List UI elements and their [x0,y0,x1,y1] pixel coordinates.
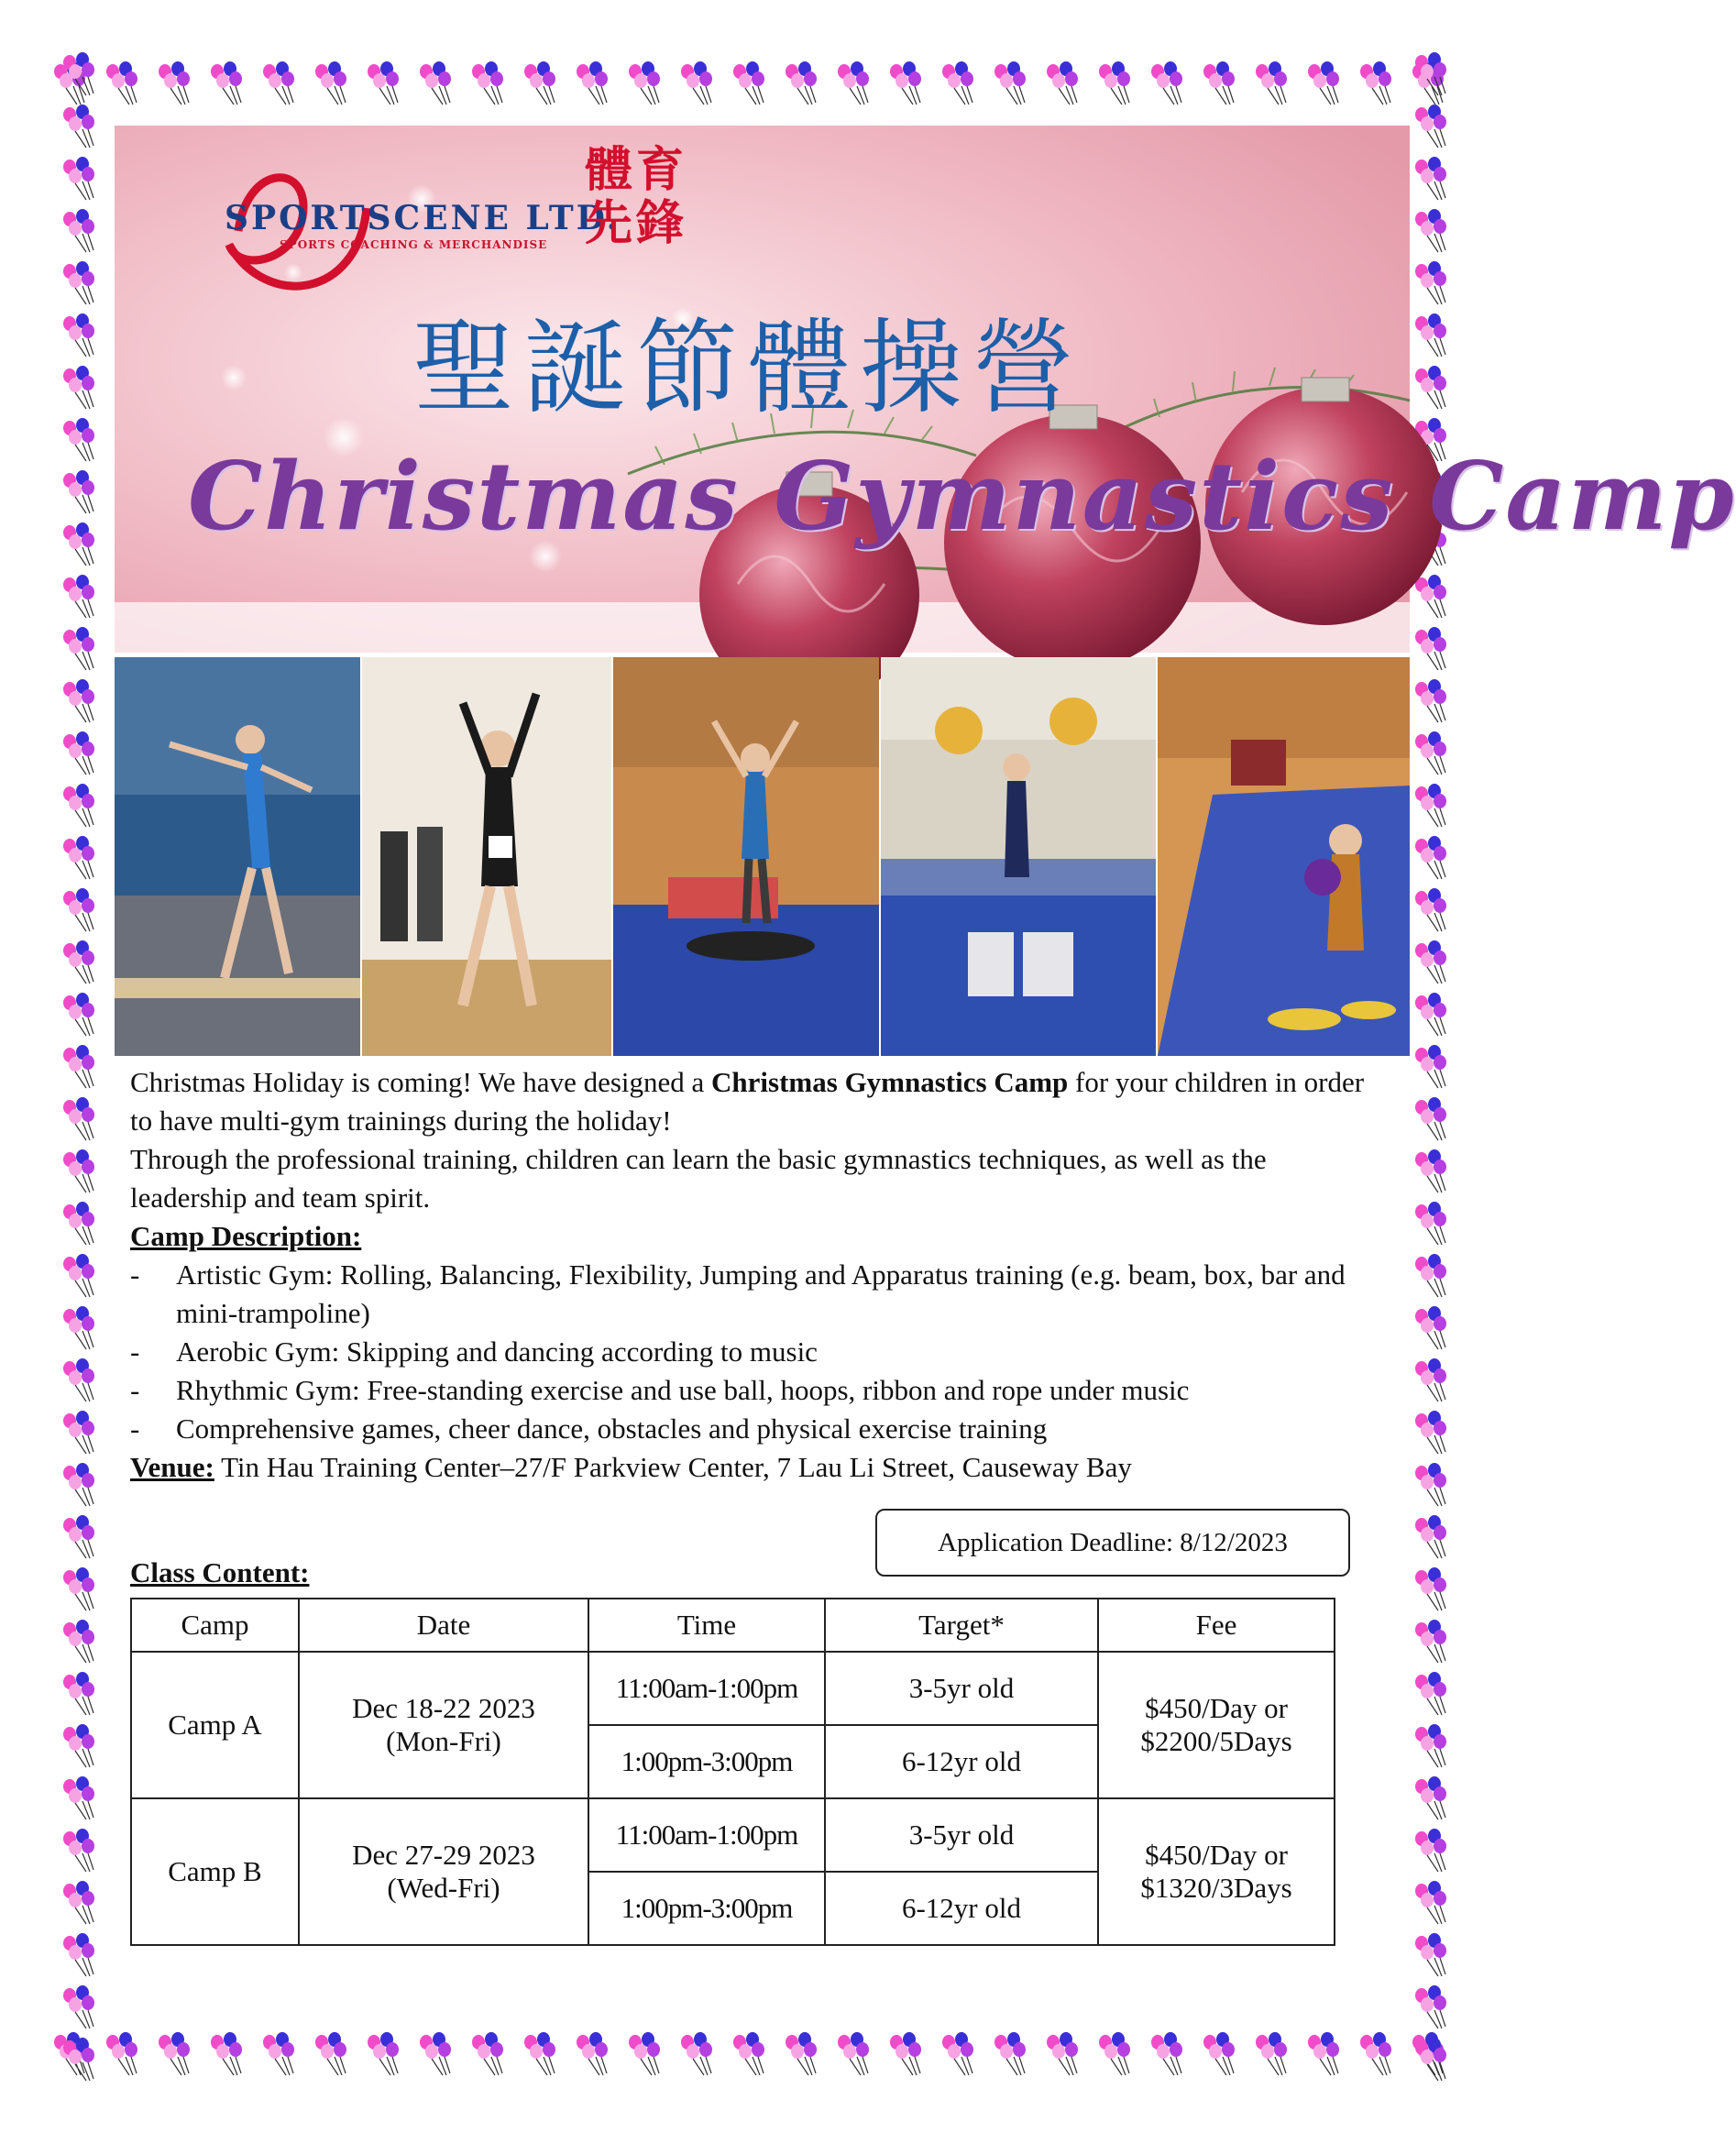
time-cell: 11:00am-1:00pm [588,1652,825,1725]
balloon-icon [1415,52,1446,95]
balloon-icon [890,2032,921,2075]
balloon-icon [63,679,94,722]
balloon-icon [1099,61,1130,104]
balloon-icon [890,61,921,104]
list-item: - Aerobic Gym: Skipping and dancing according to music [130,1335,818,1368]
balloon-icon [1415,366,1446,409]
balloon-icon [1415,731,1446,775]
balloon-icon [63,104,94,148]
header-camp: Camp [131,1599,299,1652]
balloon-border-right [1407,55,1471,2090]
photo-strip [115,657,1410,1056]
balloon-icon [524,61,555,104]
logo-company-name: SPORTSCENE LTD. [225,199,621,237]
venue-address: Tin Hau Training Center–27/F Parkview Center, 7 Lau Li Street, Causeway Bay [214,1451,1132,1483]
balloon-icon [1047,2032,1078,2075]
balloon-icon [1415,1620,1446,1663]
balloon-icon [63,522,94,566]
balloon-icon [63,888,94,931]
balloon-icon [63,1411,94,1454]
photo-floor-routine [362,657,611,1056]
balloon-icon [63,313,94,357]
balloon-icon [1256,61,1287,104]
balloon-icon [1415,157,1446,200]
class-content-heading: Class Content: [130,1556,310,1588]
balloon-icon [1415,104,1446,148]
balloon-icon [1415,1202,1446,1245]
balloon-icon [315,61,346,104]
balloon-icon [1415,1933,1446,1976]
balloon-icon [786,61,817,104]
header-target: Target* [825,1599,1098,1652]
photo-trampoline [613,657,879,1056]
balloon-icon [63,52,94,95]
balloon-icon [63,1515,94,1558]
balloon-icon [63,1933,94,1976]
balloon-icon [1415,1254,1446,1297]
list-item: - Artistic Gym: Rolling, Balancing, Flexibility, Jumping and Apparatus training (e.g. beam, box, bar and mini-trampoline) [130,1258,1346,1329]
table-row [131,1652,1335,1725]
target-cell: 6-12yr old [825,1725,1098,1798]
logo-chinese-line2: 先鋒 [584,195,687,251]
intro-paragraph-1: Christmas Holiday is coming! We have designed a Christmas Gymnastics Camp for your children in order to have multi-gym trainings during the holiday! [130,1066,1365,1137]
balloon-icon [63,470,94,513]
balloon-icon [263,2032,294,2075]
balloon-icon [63,1463,94,1506]
fee-cell: $450/Day or $2200/5Days [1098,1652,1335,1798]
time-cell: 1:00pm-3:00pm [588,1872,825,1945]
target-cell: 3-5yr old [825,1652,1098,1725]
balloon-icon [63,2038,94,2081]
balloon-icon [63,993,94,1036]
header-banner [115,126,1736,653]
logo-chinese-line1: 體育 [584,142,687,198]
balloon-icon [63,1985,94,2028]
balloon-border-bottom [55,2026,1462,2090]
balloon-icon [1415,1306,1446,1349]
balloon-icon [1415,1985,1446,2028]
list-item: - Comprehensive games, cheer dance, obstacles and physical exercise training [130,1412,1048,1445]
balloon-icon [577,2032,608,2075]
balloon-border-left [55,55,119,2090]
balloon-icon [1415,1097,1446,1140]
balloon-icon [159,2032,190,2075]
camp-date-cell: Dec 18-22 2023 (Mon-Fri) [299,1652,588,1798]
application-deadline-box: Application Deadline: 8/12/2023 [875,1509,1350,1577]
balloon-icon [63,1202,94,1245]
table-header-row [131,1599,1335,1652]
balloon-icon [63,940,94,984]
camp-date-cell: Dec 27-29 2023 (Wed-Fri) [299,1798,588,1945]
fee-cell: $450/Day or $1320/3Days [1098,1798,1335,1945]
balloon-icon [63,575,94,618]
balloon-icon [63,1829,94,1872]
balloon-icon [1151,2032,1182,2075]
balloon-icon [420,2032,451,2075]
balloon-icon [838,2032,869,2075]
balloon-icon [63,1672,94,1715]
balloon-icon [1415,1045,1446,1088]
camp-name-bold: Christmas Gymnastics Camp [711,1066,1069,1098]
title-chinese: 聖誕節體操營 [412,309,1083,428]
balloon-icon [63,1358,94,1401]
logo-chinese [532,144,687,250]
balloon-icon [1415,1672,1446,1715]
balloon-icon [63,366,94,409]
balloon-icon [315,2032,346,2075]
balloon-icon [1415,1829,1446,1872]
balloon-icon [1415,1463,1446,1506]
balloon-icon [733,2032,764,2075]
balloon-icon [994,61,1026,104]
balloon-icon [63,1045,94,1088]
header-date: Date [299,1599,588,1652]
balloon-icon [63,784,94,827]
balloon-icon [942,2032,973,2075]
balloon-icon [629,2032,660,2075]
balloon-icon [1047,61,1078,104]
venue-label: Venue: [130,1451,214,1483]
balloon-icon [1415,940,1446,984]
balloon-icon [263,61,294,104]
balloon-icon [63,1149,94,1192]
balloon-icon [1415,993,1446,1036]
header-time: Time [588,1599,825,1652]
balloon-icon [994,2032,1026,2075]
balloon-icon [63,836,94,879]
title-english: Christmas Gymnastics Camp [188,442,1736,552]
list-item: - Rhythmic Gym: Free-standing exercise and use ball, hoops, ribbon and rope under music [130,1374,1190,1406]
balloon-icon [1415,888,1446,931]
balloon-icon [1415,209,1446,252]
balloon-icon [1203,2032,1235,2075]
balloon-icon [63,1881,94,1924]
time-cell: 1:00pm-3:00pm [588,1725,825,1798]
balloon-icon [1415,2038,1446,2081]
balloon-icon [63,731,94,775]
balloon-icon [1415,627,1446,670]
camp-info [130,1063,1386,1487]
class-schedule-table [130,1598,1335,1946]
balloon-icon [159,61,190,104]
balloon-icon [838,61,869,104]
target-cell: 3-5yr old [825,1798,1098,1872]
logo-tagline: SPORTS COACHING & MERCHANDISE [280,238,548,251]
venue-line [130,1448,1386,1487]
balloon-icon [1415,313,1446,357]
balloon-icon [1415,836,1446,879]
balloon-icon [63,1306,94,1349]
balloon-icon [577,61,608,104]
intro-paragraph-2: Through the professional training, children can learn the basic gymnastics techniques, as well as the leadership and team spirit. [130,1143,1267,1214]
balloon-icon [1203,61,1235,104]
balloon-icon [1308,61,1339,104]
balloon-icon [472,61,503,104]
balloon-icon [211,61,242,104]
header-fee: Fee [1098,1599,1335,1652]
balloon-icon [63,1254,94,1297]
balloon-icon [1415,1515,1446,1558]
balloon-icon [63,1620,94,1663]
balloon-icon [63,261,94,304]
balloon-icon [1415,1567,1446,1610]
camp-name-cell: Camp B [131,1798,299,1945]
balloon-icon [63,1567,94,1610]
balloon-border-top [55,55,1462,119]
balloon-icon [629,61,660,104]
balloon-icon [420,61,451,104]
balloon-icon [1415,575,1446,618]
camp-description-list [130,1256,1386,1448]
balloon-icon [63,627,94,670]
balloon-icon [733,61,764,104]
balloon-icon [786,2032,817,2075]
photo-balance-beam [115,657,360,1056]
balloon-icon [63,1724,94,1767]
balloon-icon [1415,1411,1446,1454]
balloon-icon [1415,1881,1446,1924]
photo-cheer-pyramid [881,657,1156,1056]
table-row [131,1798,1335,1872]
balloon-icon [63,157,94,200]
balloon-icon [681,2032,712,2075]
balloon-icon [1415,1149,1446,1192]
balloon-icon [1256,2032,1287,2075]
balloon-icon [1360,61,1391,104]
balloon-icon [524,2032,555,2075]
balloon-icon [1415,784,1446,827]
target-cell: 6-12yr old [825,1872,1098,1945]
camp-name-cell: Camp A [131,1652,299,1798]
balloon-icon [63,1776,94,1819]
balloon-icon [472,2032,503,2075]
balloon-icon [1099,2032,1130,2075]
balloon-icon [1308,2032,1339,2075]
balloon-icon [1415,1724,1446,1767]
balloon-icon [1415,1776,1446,1819]
balloon-icon [1360,2032,1391,2075]
balloon-icon [942,61,973,104]
time-cell: 11:00am-1:00pm [588,1798,825,1872]
balloon-icon [368,61,399,104]
balloon-icon [1151,61,1182,104]
camp-description-heading: Camp Description: [130,1220,362,1252]
balloon-icon [1415,261,1446,304]
balloon-icon [211,2032,242,2075]
balloon-icon [1415,1358,1446,1401]
balloon-icon [63,418,94,461]
balloon-icon [681,61,712,104]
balloon-icon [63,209,94,252]
balloon-icon [368,2032,399,2075]
balloon-icon [1415,679,1446,722]
balloon-icon [63,1097,94,1140]
photo-ball-play [1158,657,1410,1056]
